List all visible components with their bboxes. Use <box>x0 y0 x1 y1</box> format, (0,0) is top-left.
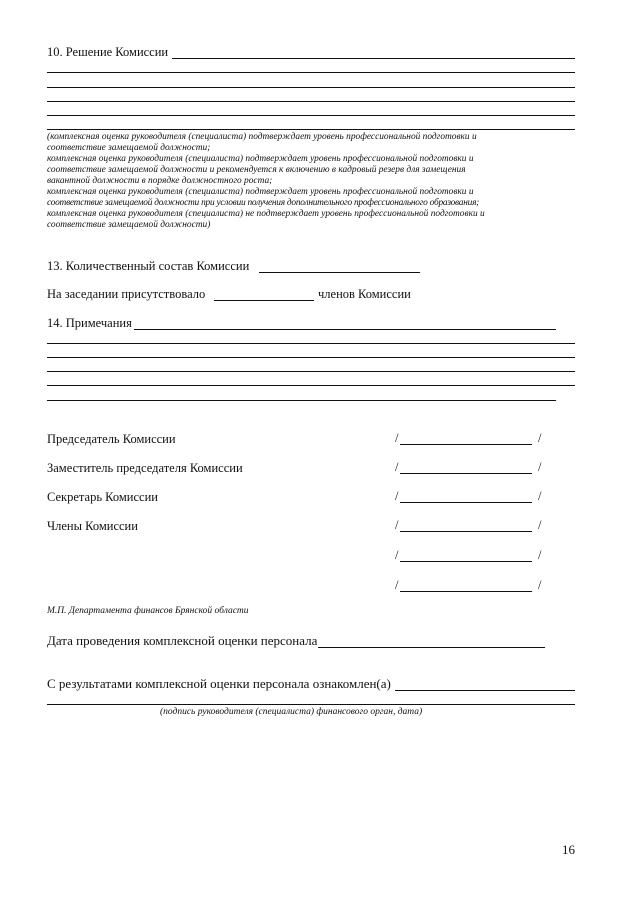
section-10-label: 10. Решение Комиссии <box>47 45 169 59</box>
note-line: соответствие замещаемой должности) <box>47 220 211 230</box>
section-14-label: 14. Примечания <box>47 316 132 330</box>
members-label: Члены Комиссии <box>47 519 138 533</box>
slash-left: / <box>395 578 399 592</box>
note-line: соответствие замещаемой должности при условии получения дополнительного профессионального образования; <box>47 198 480 208</box>
chairman-label: Председатель Комиссии <box>47 432 176 446</box>
secretary-label: Секретарь Комиссии <box>47 490 158 504</box>
chairman-signature-line[interactable] <box>400 444 532 445</box>
secretary-signature-line[interactable] <box>400 502 532 503</box>
present-label: На заседании присутствовало <box>47 287 206 301</box>
signature-caption: (подпись руководителя (специалиста) финансового орган, дата) <box>160 707 423 717</box>
slash-left: / <box>395 460 399 474</box>
present-suffix: членов Комиссии <box>318 287 411 301</box>
stamp-label: М.П. Департамента финансов Брянской области <box>47 606 249 616</box>
decision-line-3[interactable] <box>47 87 575 88</box>
note-line: комплексная оценка руководителя (специалиста) не подтверждает уровень профессиональной подготовки и <box>47 209 485 219</box>
decision-line-2[interactable] <box>47 72 575 73</box>
decision-line-4[interactable] <box>47 101 575 102</box>
decision-line-6[interactable] <box>47 129 575 130</box>
notes-line-4[interactable] <box>47 371 575 372</box>
note-line: комплексная оценка руководителя (специалиста) подтверждает уровень профессиональной подготовки и <box>47 154 474 164</box>
present-count-line[interactable] <box>214 300 314 301</box>
note-line: комплексная оценка руководителя (специалиста) подтверждает уровень профессиональной подготовки и <box>47 187 474 197</box>
slash-left: / <box>395 489 399 503</box>
page-number: 16 <box>562 842 575 857</box>
section-13-label: 13. Количественный состав Комиссии <box>47 259 250 273</box>
decision-line-1[interactable] <box>172 58 575 59</box>
notes-line-2[interactable] <box>47 343 575 344</box>
slash-right: / <box>538 548 542 562</box>
notes-line-5[interactable] <box>47 385 575 386</box>
deputy-signature-line[interactable] <box>400 473 532 474</box>
slash-left: / <box>395 431 399 445</box>
notes-line-6[interactable] <box>47 400 556 401</box>
member-signature-line-3[interactable] <box>400 591 532 592</box>
commission-size-line[interactable] <box>259 272 420 273</box>
decision-line-5[interactable] <box>47 115 575 116</box>
slash-left: / <box>395 518 399 532</box>
acquainted-label: С результатами комплексной оценки персонала ознакомлен(а) <box>47 676 391 691</box>
member-signature-line-2[interactable] <box>400 561 532 562</box>
slash-right: / <box>538 518 542 532</box>
acquainted-line[interactable] <box>395 690 575 691</box>
assessment-date-line[interactable] <box>318 647 545 648</box>
note-line: соответствие замещаемой должности; <box>47 143 211 153</box>
note-line: (комплексная оценка руководителя (специалиста) подтверждает уровень профессиональной подготовки и <box>47 132 477 142</box>
slash-right: / <box>538 578 542 592</box>
note-line: соответствие замещаемой должности и рекомендуется к включению в кадровый резерв для замещения <box>47 165 466 175</box>
acquainted-signature-line[interactable] <box>47 704 575 705</box>
note-line: вакантной должности в порядке должностного роста; <box>47 176 273 186</box>
decision-options-note <box>47 132 577 231</box>
member-signature-line-1[interactable] <box>400 531 532 532</box>
deputy-label: Заместитель председателя Комиссии <box>47 461 243 475</box>
slash-left: / <box>395 548 399 562</box>
slash-right: / <box>538 489 542 503</box>
notes-line-3[interactable] <box>47 357 575 358</box>
notes-line-1[interactable] <box>134 329 556 330</box>
assessment-date-label: Дата проведения комплексной оценки персонала <box>47 633 318 648</box>
slash-right: / <box>538 431 542 445</box>
slash-right: / <box>538 460 542 474</box>
